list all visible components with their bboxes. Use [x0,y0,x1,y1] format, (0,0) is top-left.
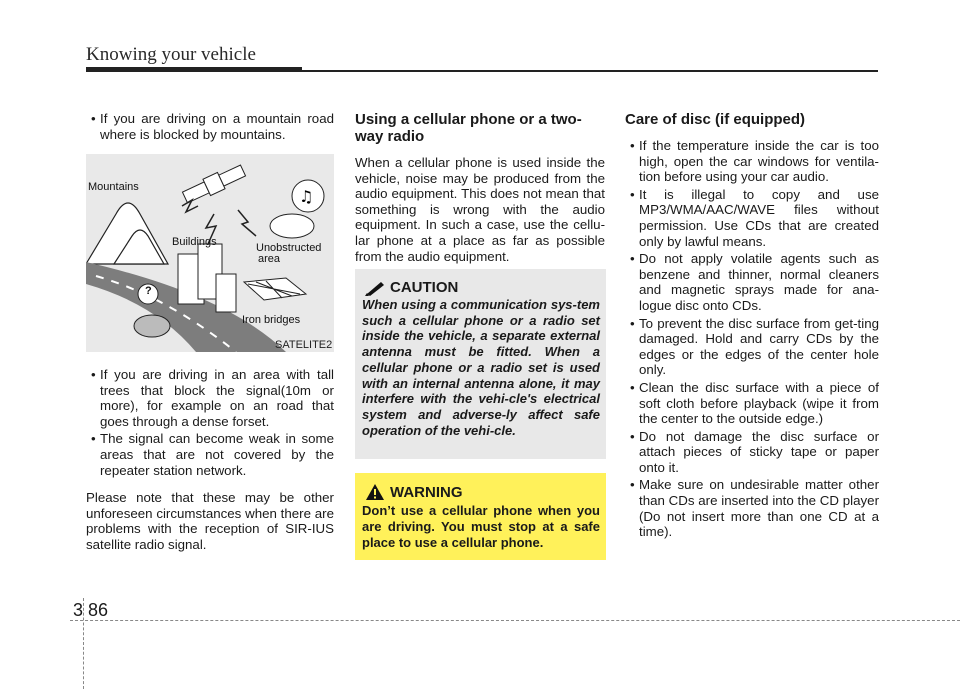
column-left-lower [86,367,334,553]
bullet-item: • Do not damage the disc surface or attach pieces of sticky tape or paper onto it. [625,429,879,476]
building [216,274,236,312]
caution-text: When using a communication sys-tem such a cellular phone or a radio set inside the vehicle, a separate external antenna must be fitted. When a cellular phone or a radio set is used with an internal antenna alone, it may interfere with the vehi-cle's electrical system and adverse-ly affect safe operation of the vehi-cle. [362,297,600,438]
column-left [86,111,334,142]
caution-title: CAUTION [390,279,459,296]
warning-text: Don’t use a cellular phone when you are driving. You must stop at a safe place to use a cellular phone. [362,503,600,550]
car-obstructed [134,315,170,337]
warning-triangle-icon [365,483,385,501]
header-rule-thin [302,70,878,72]
cellphone-body: When a cellular phone is used inside the vehicle, noise may be produced from the audio equipment. This does not mean that something is wrong with the audio equipment. In such a case, use the cellu-lar phone at a place as far as possible from the audio equipment. [355,155,605,264]
cellphone-heading: Using a cellular phone or a two-way radio [355,111,582,145]
header-rule-thick [86,67,302,72]
column-middle [355,111,605,264]
figure-code: SATELITE2 [275,339,333,351]
page-number: 86 [88,600,109,620]
caution-pencil-icon [365,280,385,296]
bullet-item: • The signal can become weak in some areas that are not covered by the repeater station network. [86,431,334,478]
signal-bolt [238,210,256,236]
satellite-reception-figure [86,154,334,352]
label-question: ? [145,285,152,297]
label-iron-bridges: Iron bridges [242,314,301,326]
music-note-icon: ♫ [299,187,314,206]
column-right [625,111,879,540]
signal-bolt [182,200,198,212]
disc-care-heading: Care of disc (if equipped) [625,111,806,128]
bullet-item: • Do not apply volatile agents such as benzene and thinner, normal cleaners and magnetic sprays made for ana-logue disc onto CDs. [625,251,879,313]
label-mountains: Mountains [88,181,139,193]
label-unobstructed: Unobstructed [256,242,322,254]
section-title: Knowing your vehicle [86,44,256,65]
chapter-number: 3 [73,600,84,620]
warning-title: WARNING [390,484,463,501]
bullet-item: • If you are driving in an area with tall trees that block the signal(10m or more), for example on an road that goes through a dense forset. [86,367,334,429]
bullet-item: • Clean the disc surface with a piece of soft cloth before playback (wipe it from the center to the outside edge.) [625,380,879,427]
label-area: area [258,253,281,265]
bullet-item: • If you are driving on a mountain road where is blocked by mountains. [86,111,334,142]
satellite-icon [181,162,247,205]
bullet-item: • If the temperature inside the car is too high, open the car windows for ventila-tion before using your car audio. [625,138,879,185]
bullet-item: • To prevent the disc surface from get-ting damaged. Hold and carry CDs by the edges or the edges of the center hole only. [625,316,879,378]
footer-rule [70,620,960,621]
bullet-item: • Make sure on undesirable matter other than CDs are inserted into the CD player (Do not insert more than one CD at a time). [625,477,879,539]
label-buildings: Buildings [172,236,217,248]
bullet-item: • It is illegal to copy and use MP3/WMA/AAC/WAVE files without permission. Use CDs that are created only by lawful means. [625,187,879,249]
note-paragraph: Please note that these may be other unforeseen circumstances when there are problems with the reception of SIR-IUS satellite radio signal. [86,490,334,552]
car-unobstructed [270,214,314,238]
footer-divider [83,598,84,689]
